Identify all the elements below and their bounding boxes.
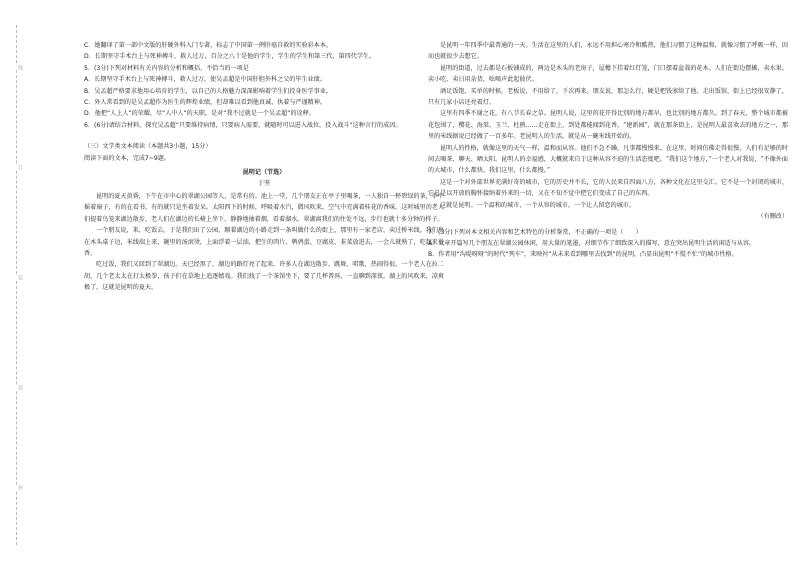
section-heading: （三）文学类文本阅读（本题共3小题，15分） (84, 143, 212, 151)
essay-paragraph: 酒足饭饱，买单的时候，老板说，不用给了，下次再来。朋友说，那怎么行，硬是把钱塞给了他。走出饭馆，街上已经很安静了，只有几家小店还亮着灯。 (428, 87, 788, 107)
essay-paragraph: 一个朋友说，来，吃饭去。于是我们出了公园，顺着湖边的小路走到一条叫做什么的街上，那里有一家老店，卖过桥米线。我们坐在木头桌子边，米线端上来，碗里的汤滚烫，上面浮着一层油，把生的肉片、鹌鹑蛋、豆腐皮、韭菜放进去，一会儿就熟了，吃起来很香。 (84, 227, 444, 257)
essay-author: 于坚 (257, 180, 271, 188)
section-instruction: 阅读下面的文本，完成7~9题。 (84, 154, 170, 162)
essay-paragraph: 是昆明一年四季中最普通的一天。生活在这里的人们，永远不用担心寒冷和酷热，他们习惯了这种温和，就像习惯了呼吸一样，因而也就很少去想它。 (428, 42, 788, 61)
q7-option-a: A．文章开篇写几个朋友在翠湖公园休闲，用大量的笔墨，对细节作了细致深入的描写，意在突出昆明生活的闲适与从容。 (428, 239, 756, 247)
q5-option-d: D．他把“人上人”的荣耀，尽“人中人”的天职，是对“我不过就是一个吴孟超”的诠释。 (84, 110, 315, 118)
cut-line (16, 25, 17, 545)
binding-label: 线 (11, 65, 23, 70)
binding-label: 封 (11, 385, 23, 390)
binding-label: 订 (11, 165, 23, 170)
binding-margin (10, 25, 24, 545)
q4-option-c: C．她翻译了第一部中文版的肝硬外科入门专著，标志了中国第一例肝癌自救的实验彩本本。 (84, 42, 333, 49)
binding-label: 密 (11, 485, 23, 490)
essay-paragraph: 昆明人的性格，就像这里的天气一样，温和而从容。他们不急不躁，凡事都慢慢来。在这里，时间仿佛走得很慢，人们有足够的时间去喝茶、聊天、晒太阳。昆明人的幸福感，大概就来自于这种从容不迫的生活态度吧。“我们这个地方，”一个老人对我说，“不像外面的大城市，什么都快。我们这里，什么都慢。” (428, 144, 788, 175)
essay-paragraph: 这里有四季不谢之花，有八节长春之草。昆明人说，这里的花开得比别的地方都早，也比别的地方都久。到了春天，整个城市都被花包围了，樱花、海棠、玉兰、杜鹃……走在街上，到处都能闻到花香。“建新园”，就在那条街上，是昆明人最喜欢去的地方之一，那里的米线据说已经做了一百多年。老昆明人的生活，就是从一碗米线开始的。 (428, 110, 788, 141)
essay-paragraph: 这就是昆明。一个温和的城市，一个从容的城市，一个让人留恋的城市。 (440, 201, 635, 209)
q5-option-b: B．吴孟超严格要求他用心培育的学生，以自己的人格魅力深深影响着学生们投身医学事业。 (84, 87, 332, 95)
q6-text: 6．(6分)请结合材料，探究吴孟超“只要维持病情，只要病人需要，就随时可以进入战位，投入战斗”这种言行的成因。 (84, 121, 402, 129)
essay-title: 昆明记（节选） (242, 169, 286, 177)
essay-paragraph: 昆明的街道，过去都是石板铺成的，两边是木头的老房子，屋檐下挂着红灯笼，门口摆着盆栽的花木。人们在街边摆摊，卖水果、卖小吃、卖日用杂货，吆喝声此起彼伏。 (428, 64, 788, 84)
essay-paragraph: 这是一个对外部世界充满好奇的城市，它的历史并不长，它的人民来自四面八方，各种文化在这里交汇。它不是一个封闭的城市，它总是以开放的胸怀接纳着外来的一切，又在不知不觉中把它们变成了自己的东西。 (428, 178, 788, 198)
essay-source-note: （有删改） (757, 213, 788, 221)
q5-option-c: C．外人常看到的是吴孟超作为医生的辉煌业绩，但却难以看到他真诚、执着与严谨精神。 (84, 99, 326, 107)
essay-paragraph: 昆明的夏天黄昏，下午在市中心的翠湖公园等人，是常有的。池上一堂，几个朋友正在亭子里喝茶，一人独自一杯碧绿的茶，手中摇着扇子，有的在看书，有的就只是坐着发呆。太阳西下的时候，呼吸着水汽，微风吹来，空气中充满着桂花的香味。这时城里的老人们提着鸟笼来湖边散步，老人们在湖边的长椅上坐下，静静地抽着烟，看着湖水。翠湖离我们的住处不远，步行也就十多分钟的样子。 (84, 192, 444, 223)
q4-option-d: D．长期坚守手术台上与死神搏斗，救人过万，百分之八十是他的学生，学生的学生和第三代、第四代学生。 (84, 53, 376, 61)
essay-paragraph: 吃过饭，我们又回到了翠湖边。天已经黑了，湖边的路灯亮了起来，许多人在湖边散步、跳舞、唱歌，热闹得很。一个老人在拉二胡，几个老太太在打太极拳，孩子们在草地上追逐嬉戏。我们找了一个茶馆坐下，要了几杯普洱，一直聊到深夜。湖上的风吹来，凉爽极了，这就是昆明的夏天。 (84, 261, 444, 292)
q5-stem: 5．(3分)下列对材料有关内容的分析和概括，不恰当的一项是 (84, 64, 249, 72)
left-column (84, 40, 444, 294)
q5-option-a: A．长期坚守手术台上与死神搏斗，救人过万，使吴孟超是中国肝胆外科之父的毕生业绩。 (84, 76, 326, 84)
right-column (428, 40, 788, 261)
binding-label: 装 (11, 275, 23, 280)
q7-stem: 7．(3分)下列对本文相关内容和艺术特色的分析鉴赏，不正确的一项是（ ） (428, 228, 642, 236)
q7-option-b: B．作者用“沟堤呀呀”的时代“列车”，来映衬“从未来看到哪里去找到”的昆明，凸显出昆明“不慌不忙”的城市性格。 (428, 251, 738, 259)
